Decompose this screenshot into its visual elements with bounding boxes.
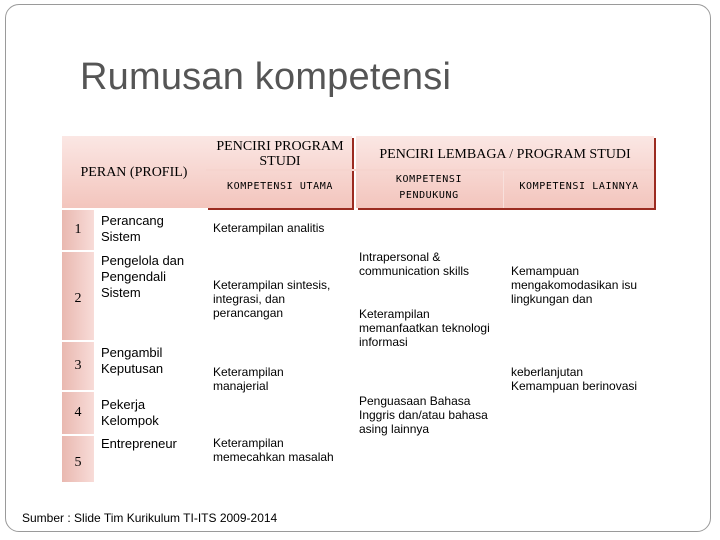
kompetensi-pendukung-item: Keterampilan memanfaatkan teknologi informasi <box>359 307 490 349</box>
kompetensi-utama-item: Keterampilan sintesis, integrasi, dan perancangan <box>213 278 331 320</box>
slide-title: Rumusan kompetensi <box>80 56 452 98</box>
kompetensi-lainnya-item: Kemampuan mengakomodasikan isu lingkungan dan <box>511 264 638 306</box>
header-kompetensi-pendukung: KOMPETENSI PENDUKUNG <box>395 174 463 201</box>
header-kompetensi-lainnya: KOMPETENSI LAINNYA <box>519 181 639 192</box>
kompetensi-utama-item: Keterampilan manajerial <box>213 365 284 393</box>
role-number-box <box>62 210 94 250</box>
kompetensi-utama-item: Keterampilan memecahkan masalah <box>213 436 334 464</box>
kompetensi-lainnya-item: keberlanjutan Kemampuan berinovasi <box>511 365 638 393</box>
role-number-box <box>62 342 94 390</box>
source-note: Sumber : Slide Tim Kurikulum TI-ITS 2009-2014 <box>22 511 278 525</box>
role-label: Entrepreneur <box>94 436 206 456</box>
role-label: Pekerja Kelompok <box>94 397 206 433</box>
role-number-box <box>62 252 94 340</box>
kompetensi-pendukung-item: Intrapersonal & communication skills <box>359 250 470 278</box>
header-peran: PERAN (PROFIL) <box>80 164 188 180</box>
role-number-box <box>62 436 94 482</box>
role-number: 2 <box>74 291 82 306</box>
role-label: Pengelola dan Pengendali Sistem <box>94 253 206 303</box>
kompetensi-pendukung-item: Penguasaan Bahasa Inggris dan/atau bahasa asing lainnya <box>359 394 488 436</box>
role-number: 5 <box>74 455 82 470</box>
role-label: Perancang Sistem <box>94 213 206 249</box>
header-penciri-lembaga: PENCIRI LEMBAGA / PROGRAM STUDI <box>379 146 631 162</box>
role-label: Pengambil Keputusan <box>94 345 206 381</box>
role-number: 3 <box>74 358 82 373</box>
header-column-divider <box>503 171 504 208</box>
kompetensi-utama-item: Keterampilan analitis <box>213 221 325 235</box>
role-number: 1 <box>74 222 82 237</box>
header-kompetensi-utama: KOMPETENSI UTAMA <box>227 181 333 192</box>
role-number-box <box>62 392 94 434</box>
role-number: 4 <box>74 405 82 420</box>
header-penciri-program: PENCIRI PROGRAM STUDI <box>216 139 344 169</box>
